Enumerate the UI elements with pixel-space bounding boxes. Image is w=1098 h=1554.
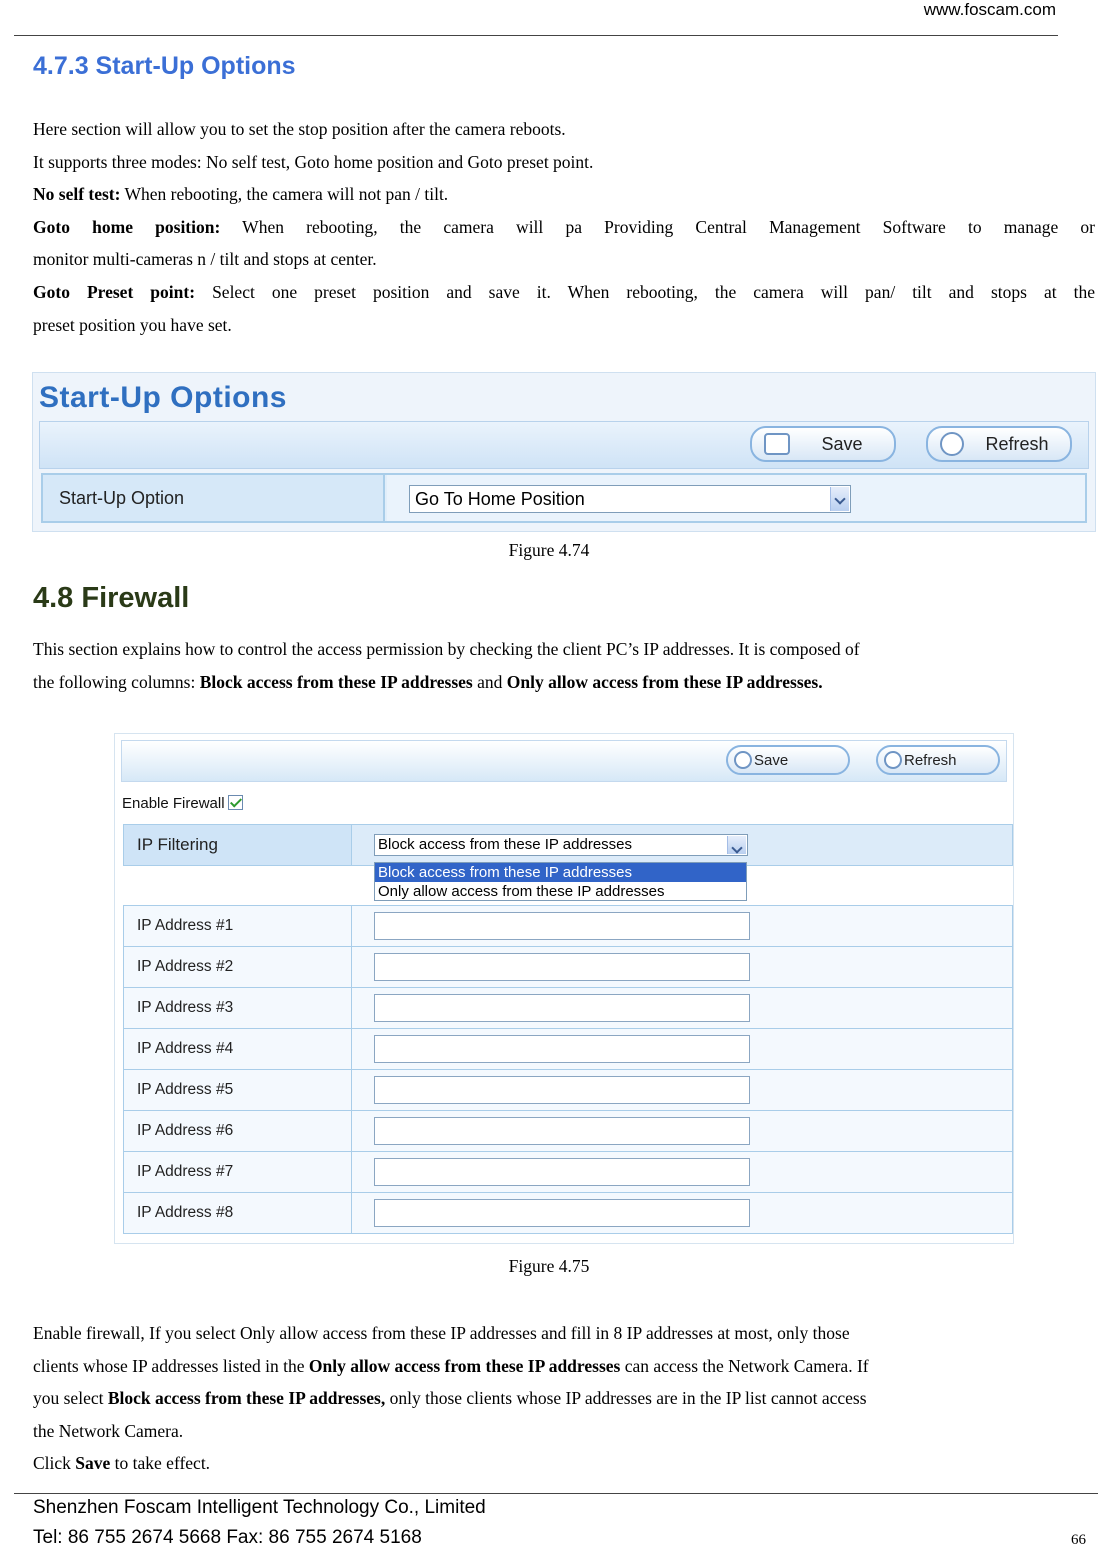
closing-line-2c: can access the Network Camera. If (620, 1355, 869, 1376)
ip-address-row (123, 987, 1013, 1029)
ip-filtering-value: Block access from these IP addresses (378, 836, 633, 853)
firewall-intro-prefix: the following columns: (33, 671, 200, 692)
ip-address-label: IP Address #6 (124, 1111, 352, 1151)
goto-home-desc-1: When rebooting, the camera will pa Providing Central Management Software to manage or (220, 216, 1095, 237)
no-self-test-line (33, 178, 1095, 211)
ip-address-input[interactable] (374, 1076, 750, 1104)
figure-474-caption: Figure 4.74 (508, 540, 590, 560)
enable-firewall-label: Enable Firewall (122, 795, 225, 812)
ip-address-label: IP Address #2 (124, 947, 352, 987)
firewall-explanation (33, 1317, 1095, 1480)
startup-panel-title: Start-Up Options (39, 381, 287, 414)
ip-address-label: IP Address #4 (124, 1029, 352, 1069)
closing-save-term: Save (75, 1453, 111, 1474)
startup-intro-2: It supports three modes: No self test, Goto home position and Goto preset point. (33, 151, 594, 172)
goto-preset-desc-1: Select one preset position and save it. When rebooting, the camera will pan/ tilt and stops at the (195, 281, 1095, 302)
refresh-icon (940, 432, 964, 456)
closing-line-2a: clients whose IP addresses listed in the (33, 1355, 309, 1376)
startup-intro-1: Here section will allow you to set the stop position after the camera reboots. (33, 119, 566, 139)
closing-line-3a: you select (33, 1388, 108, 1409)
chevron-down-icon[interactable] (727, 836, 746, 854)
startup-option-value: Go To Home Position (415, 489, 585, 509)
goto-home-term: Goto home position: (33, 216, 221, 237)
ip-address-row (123, 1192, 1013, 1234)
ip-address-row (123, 946, 1013, 988)
ip-address-row (123, 905, 1013, 947)
firewall-refresh-label: Refresh (904, 751, 957, 769)
ip-address-label: IP Address #5 (124, 1070, 352, 1110)
refresh-icon (884, 751, 902, 769)
closing-line-5 (33, 1447, 1095, 1480)
ip-address-row (123, 1110, 1013, 1152)
closing-line-2 (33, 1350, 1095, 1383)
closing-line-5c: to take effect. (110, 1453, 211, 1474)
firewall-save-button[interactable] (726, 745, 850, 775)
ip-filtering-select[interactable] (374, 834, 748, 856)
startup-options-panel (32, 372, 1096, 532)
section-heading-firewall: 4.8 Firewall (33, 582, 190, 614)
ip-filtering-label: IP Filtering (124, 825, 352, 865)
ip-address-input[interactable] (374, 994, 750, 1022)
firewall-panel (114, 733, 1014, 1244)
goto-home-line-2: monitor multi-cameras n / tilt and stops at center. (33, 249, 377, 270)
ip-address-input[interactable] (374, 1117, 750, 1145)
ip-address-input[interactable] (374, 912, 750, 940)
ip-address-input[interactable] (374, 953, 750, 981)
enable-firewall-row (122, 795, 243, 812)
startup-toolbar (39, 421, 1089, 469)
dropdown-option-block[interactable]: Block access from these IP addresses (375, 863, 746, 882)
dropdown-option-allow[interactable]: Only allow access from these IP addresses (378, 883, 665, 900)
ip-address-row (123, 1151, 1013, 1193)
save-disk-icon (764, 433, 790, 455)
save-button-label: Save (821, 433, 863, 454)
closing-block-term: Block access from these IP addresses, (107, 1388, 386, 1409)
header-divider (14, 35, 1058, 36)
startup-option-cell (387, 475, 1085, 521)
refresh-button[interactable] (926, 426, 1072, 462)
firewall-toolbar (121, 740, 1007, 782)
startup-option-label: Start-Up Option (43, 475, 385, 521)
closing-allow-term: Only allow access from these IP addresses (308, 1355, 621, 1376)
startup-option-row (41, 473, 1087, 523)
closing-line-3c: only those clients whose IP addresses are in the IP list cannot access (385, 1388, 867, 1409)
ip-address-label: IP Address #3 (124, 988, 352, 1028)
ip-address-label: IP Address #7 (124, 1152, 352, 1192)
section-heading-startup: 4.7.3 Start-Up Options (33, 52, 296, 80)
no-self-test-desc: When rebooting, the camera will not pan / tilt. (120, 184, 449, 205)
firewall-intro-2 (33, 666, 1095, 699)
ip-address-input[interactable] (374, 1158, 750, 1186)
ip-address-input[interactable] (374, 1199, 750, 1227)
enable-firewall-checkbox[interactable] (228, 795, 243, 810)
closing-line-3 (33, 1382, 1095, 1415)
save-icon (734, 751, 752, 769)
chevron-down-icon[interactable] (830, 487, 849, 511)
firewall-refresh-button[interactable] (876, 745, 1000, 775)
site-url[interactable]: www.foscam.com (923, 0, 1056, 19)
firewall-intro-1: This section explains how to control the access permission by checking the client PC’s IP addresses. It is composed of (33, 639, 860, 659)
and-word: and (472, 671, 507, 692)
ip-address-row (123, 1028, 1013, 1070)
goto-preset-line (33, 276, 1095, 309)
ip-address-input[interactable] (374, 1035, 750, 1063)
ip-address-label: IP Address #8 (124, 1193, 352, 1233)
allow-term: Only allow access from these IP addresses. (506, 671, 823, 692)
ip-address-label: IP Address #1 (124, 906, 352, 946)
ip-address-row (123, 1069, 1013, 1111)
ip-filtering-row (123, 824, 1013, 866)
footer-divider (14, 1493, 1098, 1494)
block-term: Block access from these IP addresses (199, 671, 473, 692)
closing-line-1: Enable firewall, If you select Only allow access from these IP addresses and fill in 8 IP addresses at most, only those (33, 1323, 850, 1343)
save-button[interactable] (750, 426, 896, 462)
figure-475-caption: Figure 4.75 (508, 1256, 590, 1276)
closing-line-4: the Network Camera. (33, 1420, 184, 1441)
goto-preset-line-2: preset position you have set. (33, 314, 232, 335)
refresh-button-label: Refresh (985, 433, 1049, 454)
startup-option-select[interactable] (409, 485, 851, 513)
goto-home-line (33, 211, 1095, 244)
page-number: 66 (1071, 1532, 1086, 1548)
footer-contact: Tel: 86 755 2674 5668 Fax: 86 755 2674 5168 (33, 1527, 422, 1548)
firewall-description (33, 633, 1095, 698)
footer-company: Shenzhen Foscam Intelligent Technology Co., Limited (33, 1497, 486, 1518)
goto-preset-term: Goto Preset point: (33, 281, 196, 302)
firewall-save-label: Save (754, 751, 789, 769)
no-self-test-term: No self test: (33, 184, 121, 205)
startup-description (33, 113, 1095, 341)
ip-filtering-dropdown (374, 862, 747, 901)
closing-line-5a: Click (33, 1453, 76, 1474)
